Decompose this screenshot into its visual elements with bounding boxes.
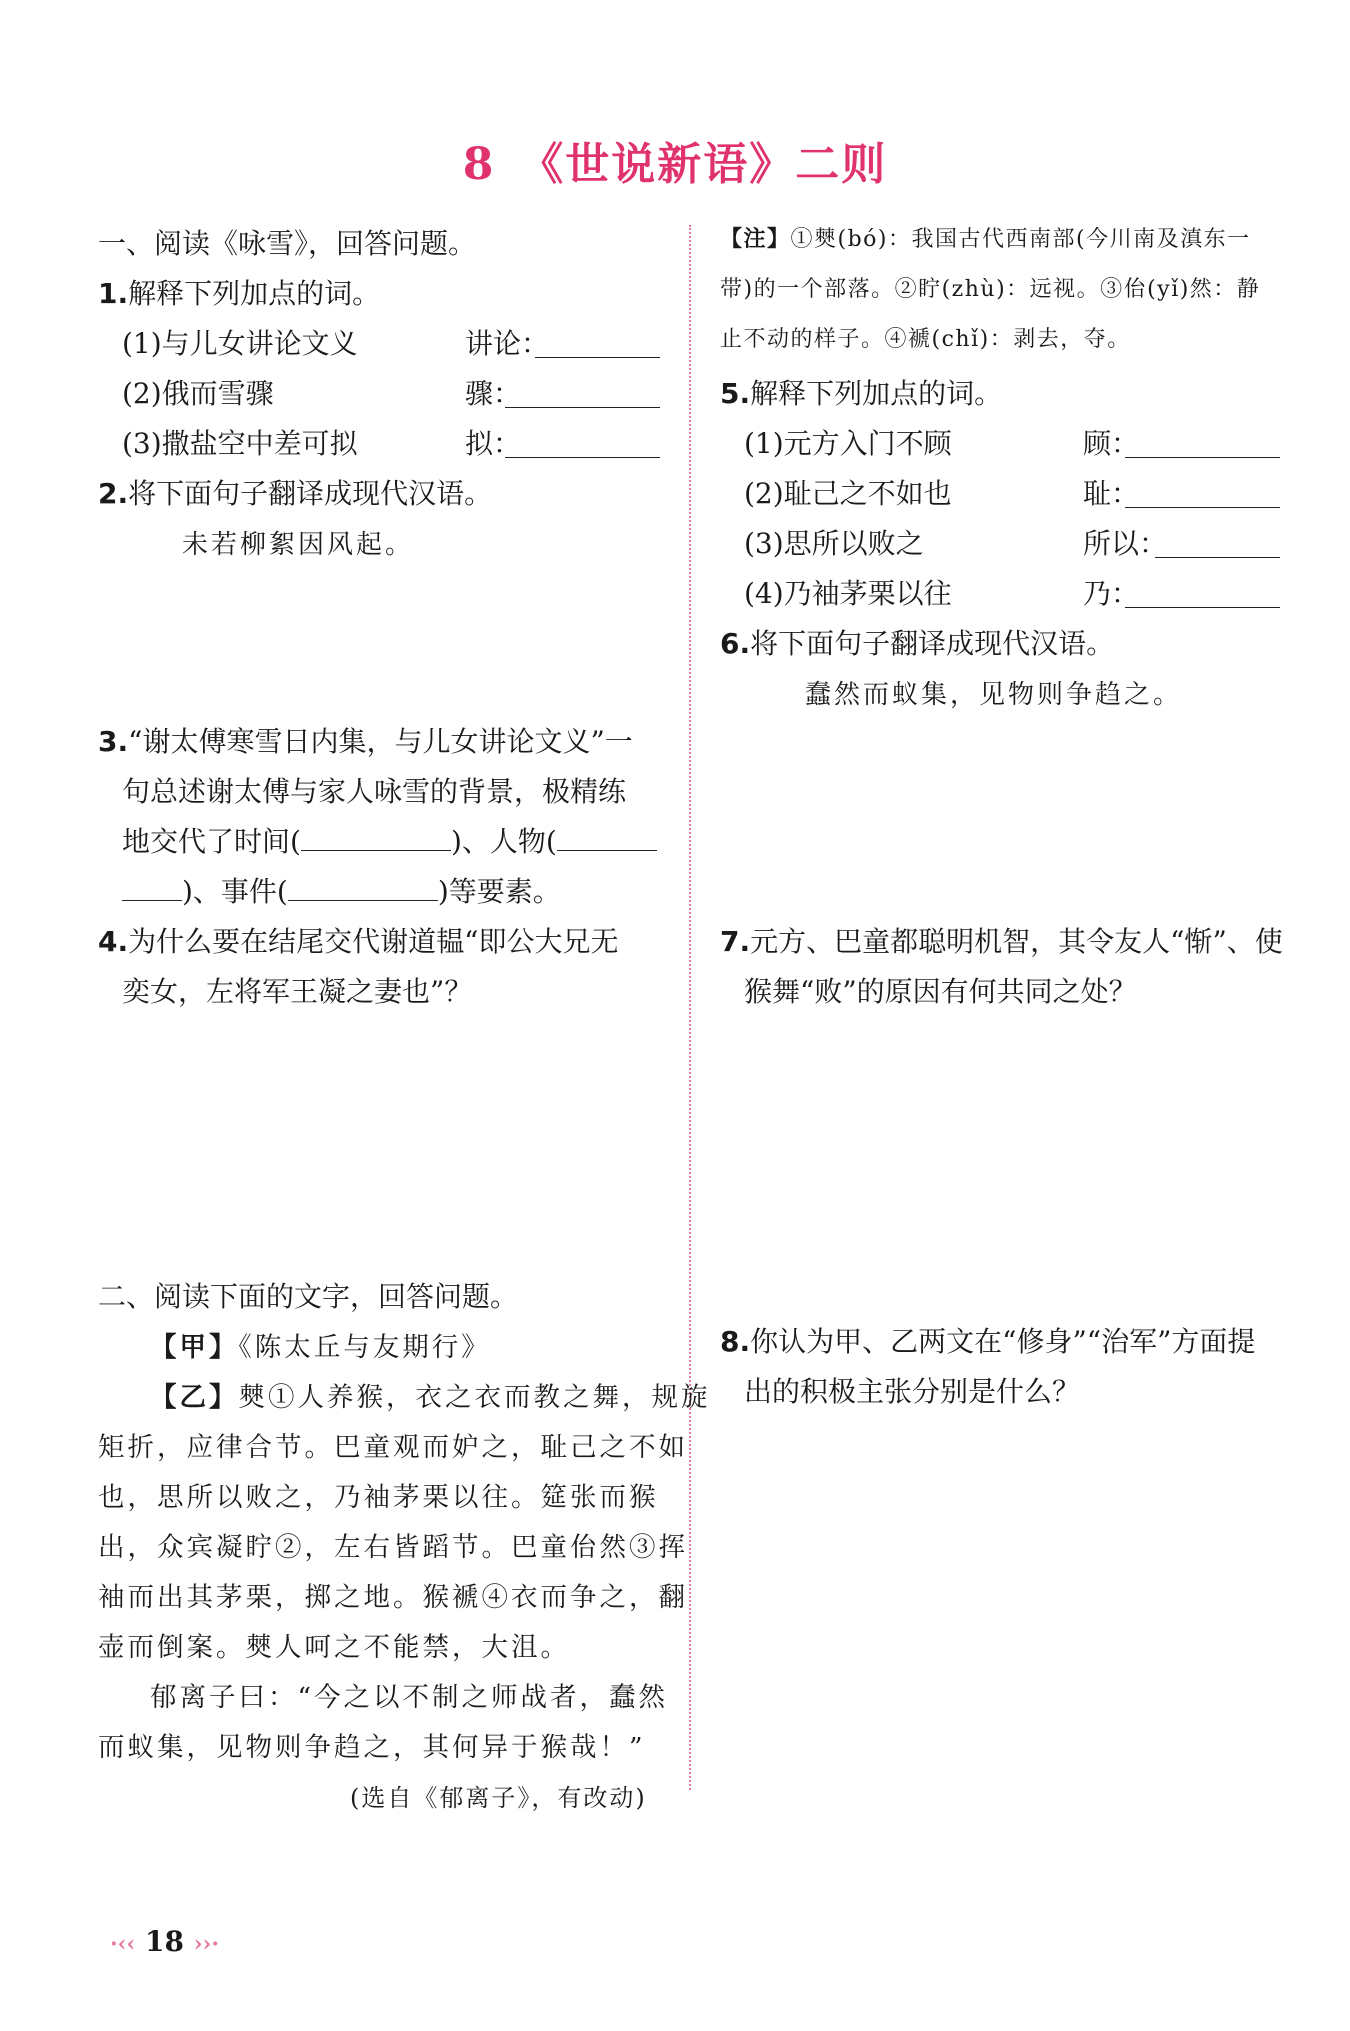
section-1-heading: 一、阅读《咏雪》，回答问题。 (98, 227, 477, 260)
passage-yi-line-2: 矩折，应律合节。巴童观而妒之，耻己之不如 (98, 1432, 688, 1463)
q5-item-2: (2)耻己之不如也 (744, 477, 952, 510)
q5-item-3: (3)思所以败之 (744, 527, 924, 560)
answer-blank[interactable] (1125, 457, 1280, 458)
answer-blank[interactable] (1125, 507, 1280, 508)
page-title: 8 《世说新语》二则 (462, 139, 888, 190)
passage-yi-line-6: 壶而倒案。僰人呵之不能禁，大沮。 (98, 1632, 570, 1663)
q1-item-3-label: 拟： (465, 427, 522, 460)
passage-yi-line-3: 也，思所以败之，乃袖茅栗以往。筵张而猴 (98, 1482, 659, 1513)
question-7-line-2: 猴舞“败”的原因有何共同之处？ (744, 975, 1137, 1008)
q5-item-4-label: 乃： (1083, 577, 1140, 610)
q1-item-1: (1)与儿女讲论文义 (122, 327, 358, 360)
question-3-line-4: )、事件( )等要素。 (122, 870, 561, 910)
q1-item-1-label: 讲论： (465, 327, 550, 360)
question-8-line-1: 8.你认为甲、乙两文在“修身”“治军”方面提 (720, 1325, 1256, 1358)
question-8-line-2: 出的积极主张分别是什么？ (744, 1375, 1081, 1408)
question-1: 1.解释下列加点的词。 (98, 277, 381, 310)
answer-blank[interactable] (535, 357, 660, 358)
section-2-heading: 二、阅读下面的文字，回答问题。 (98, 1280, 519, 1313)
note-line-1: 【注】①僰(bó)：我国古代西南部(今川南及滇东一 (720, 226, 1251, 252)
passage-yi-line-5: 袖而出其茅栗，掷之地。猴褫④衣而争之，翻 (98, 1582, 688, 1613)
page-number: ·‹‹ 18 ››· (110, 1925, 219, 1958)
passage-jia: 【甲】《陈太丘与友期行》 (150, 1332, 491, 1363)
question-4-line-1: 4.为什么要在结尾交代谢道韫“即公大兄无 (98, 925, 619, 958)
answer-blank[interactable] (505, 407, 660, 408)
answer-blank[interactable] (1125, 607, 1280, 608)
q5-item-2-label: 耻： (1083, 477, 1140, 510)
question-3-line-3: 地交代了时间( )、人物( (122, 820, 657, 860)
column-divider (689, 225, 691, 1790)
passage-yuli-line-2: 而蚁集，见物则争趋之，其何异于猴哉！” (98, 1732, 646, 1763)
answer-blank[interactable] (1155, 557, 1280, 558)
q5-item-4: (4)乃袖茅栗以往 (744, 577, 952, 610)
q2-sentence: 未若柳絮因风起。 (182, 530, 415, 560)
answer-blank[interactable] (505, 457, 660, 458)
q1-item-3: (3)撒盐空中差可拟 (122, 427, 358, 460)
passage-yuli-line-1: 郁离子曰：“今之以不制之师战者，蠢然 (150, 1682, 669, 1713)
question-7-line-1: 7.元方、巴童都聪明机智，其令友人“惭”、使 (720, 925, 1283, 958)
passage-source: (选自《郁离子》，有改动) (350, 1784, 647, 1812)
q5-item-1: (1)元方入门不顾 (744, 427, 952, 460)
q6-sentence: 蠢然而蚁集，见物则争趋之。 (805, 680, 1183, 710)
passage-yi-line-1: 【乙】僰①人养猴，衣之衣而教之舞，规旋 (150, 1382, 711, 1413)
q5-item-3-label: 所以： (1083, 527, 1168, 560)
q1-item-2: (2)俄而雪骤 (122, 377, 274, 410)
question-4-line-2: 奕女，左将军王凝之妻也”？ (122, 975, 473, 1008)
question-2: 2.将下面句子翻译成现代汉语。 (98, 477, 493, 510)
note-line-3: 止不动的样子。④褫(chǐ)：剥去，夺。 (720, 327, 1131, 352)
q1-item-2-label: 骤： (465, 377, 522, 410)
note-line-2: 带)的一个部落。②眝(zhù)：远视。③佁(yǐ)然：静 (720, 277, 1261, 302)
left-ornament-icon: ·‹‹ (110, 1931, 136, 1957)
question-5: 5.解释下列加点的词。 (720, 377, 1003, 410)
question-6: 6.将下面句子翻译成现代汉语。 (720, 627, 1115, 660)
passage-yi-line-4: 出，众宾凝眝②，左右皆蹈节。巴童佁然③挥 (98, 1532, 688, 1563)
question-3-line-1: 3.“谢太傅寒雪日内集，与儿女讲论文义”一 (98, 725, 633, 758)
right-ornament-icon: ››· (193, 1931, 219, 1957)
question-3-line-2: 句总述谢太傅与家人咏雪的背景，极精练 (122, 775, 627, 808)
q5-item-1-label: 顾： (1083, 427, 1140, 460)
